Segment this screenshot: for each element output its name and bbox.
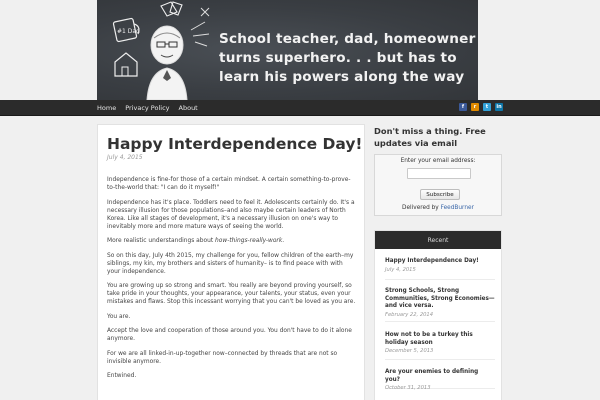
mug-text: #1 Dad (117, 28, 140, 35)
email-signup-heading: Don't miss a thing. Free updates via email (374, 126, 486, 148)
subscribe-button[interactable]: Subscribe (420, 189, 460, 200)
recent-post-title[interactable]: Are your enemies to defining you? (385, 369, 479, 383)
recent-post-item[interactable] (385, 288, 495, 322)
post-article (97, 124, 365, 400)
post-paragraph: You are. (107, 313, 131, 320)
recent-post-title[interactable]: Happy Interdependence Day! (385, 258, 479, 264)
post-emphasis: how-things-really-work (215, 238, 283, 244)
post-paragraph (107, 237, 357, 245)
linkedin-icon[interactable]: in (496, 104, 502, 110)
delivered-by-text: Delivered by (402, 205, 441, 211)
recent-post-date: July 4, 2015 (385, 266, 416, 273)
recent-posts-heading: Recent (375, 231, 501, 249)
recent-post-date: December 5, 2013 (385, 348, 434, 354)
post-paragraph: You are growing up so strong and smart. You really are beyond proving yourself, so take pride in your thoughts, your appearance, your talents, your status, even your mistakes and flaws. Stop this incessant worrying that you can't be loved as you are. (107, 283, 356, 305)
header-banner[interactable] (97, 0, 478, 100)
main-navigation (0, 100, 600, 116)
recent-post-item[interactable] (385, 332, 495, 360)
email-subscribe-form (374, 154, 502, 216)
post-paragraph: Independence has it's place. Toddlers need to feel it. Adolescents certainly do. It's a necessary illusion for those populations–and also maybe certain leaders of North Korea. Like all stages of development, it's a necessary illusion on one's way to inevitably more and more mature ways of seeing the world. (107, 199, 355, 230)
nav-home[interactable]: Home (97, 104, 117, 112)
post-paragraph: For we are all linked-in-up-together now–connected by threads that are not so invisible anymore. (107, 350, 338, 365)
recent-post-title[interactable]: How not to be a turkey this holiday season (385, 332, 473, 346)
post-date: July 4, 2015 (107, 154, 143, 161)
recent-posts-widget (374, 230, 502, 400)
post-paragraph-text: More realistic understandings about (107, 238, 216, 244)
nav-about[interactable]: About (178, 104, 198, 112)
recent-post-title[interactable]: Strong Schools, Strong Communities, Strong Economies—and vice versa. (385, 288, 495, 309)
post-paragraph: Entwined. (107, 373, 137, 379)
post-paragraph: So on this day, July 4th 2015, my challenge for you, fellow children of the earth–my siblings, my kin, my brothers and sisters of humanity– is to find peace with with your independence. (107, 252, 354, 275)
post-paragraph: Independence is fine-for those of a certain mindset. A certain something-to-prove-to-the-world that: "I can do it myself!" (107, 177, 351, 191)
rss-icon[interactable]: r (471, 103, 479, 111)
delivered-by (375, 205, 501, 211)
post-title[interactable]: Happy Interdependence Day! (107, 135, 363, 153)
feedburner-link[interactable]: FeedBurner (440, 205, 474, 211)
recent-post-date: February 22, 2014 (385, 311, 434, 318)
email-field[interactable] (407, 168, 471, 179)
post-paragraph: Accept the love and cooperation of those around you. You don't have to do it alone anymore. (107, 328, 352, 342)
post-paragraph-tail: . (282, 238, 285, 244)
nav-privacy-policy[interactable]: Privacy Policy (125, 104, 170, 112)
recent-post-item[interactable] (385, 369, 495, 389)
recent-post-date: October 31, 2013 (385, 385, 431, 391)
post-body (107, 176, 357, 387)
recent-post-item[interactable] (385, 258, 495, 280)
facebook-icon[interactable]: f (459, 103, 467, 111)
nav-links (97, 100, 198, 116)
email-field-label: Enter your email address: (400, 158, 476, 164)
twitter-icon[interactable]: t (483, 103, 491, 111)
social-icons (459, 103, 503, 111)
chalk-illustration (101, 0, 219, 100)
site-tagline: School teacher, dad, homeowner turns superhero. . . but has to learn his powers along the way (219, 31, 476, 85)
